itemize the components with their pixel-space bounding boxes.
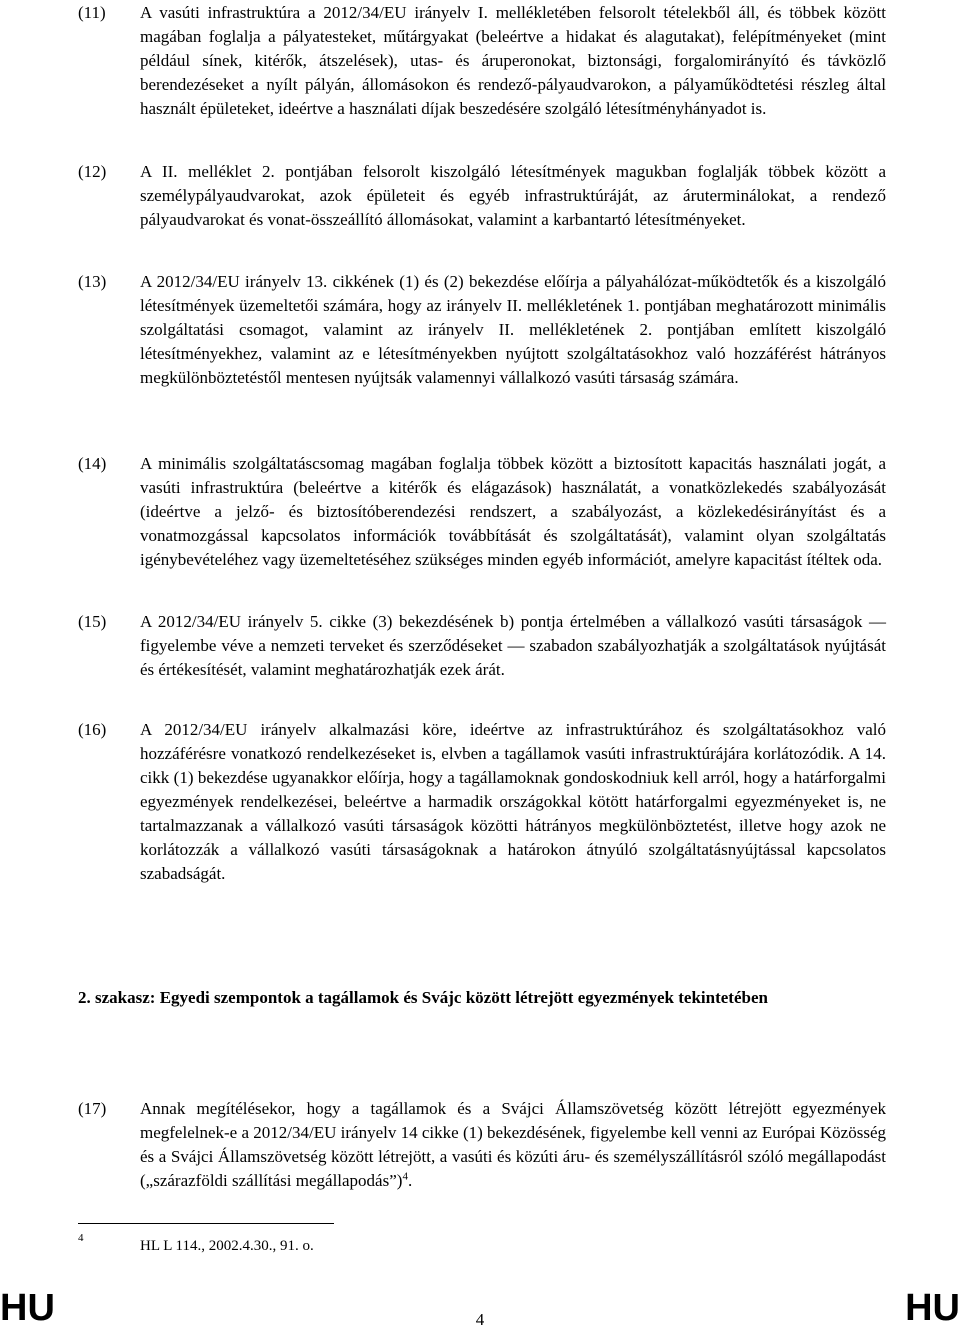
paragraph-text: A minimális szolgáltatáscsomag magában foglalja többek között a biztosított kapacitás használati jogát, a vasúti infrastruktúra (beleértve a kitérők és elágazások) használatát, a vonatközlekedés szabályozását (ideértve a jelző- és biztosítóberendezési rendszert, a szabályozást, a közlekedésirányítást és a vonatmozgással kapcsolatos információk továbbítását és szolgáltatását), valamint olyan szolgáltatás igénybevételéhez vagy üzemeltetéséhez szükséges minden egyéb információt, amelyre kapacitást ítéltek oda. (140, 454, 886, 569)
paragraph-text: A 2012/34/EU irányelv 5. cikke (3) bekezdésének b) pontja értelmében a vállalkozó vasúti társaságok — figyelembe véve a nemzeti terveket és szerződéseket — szabadon szabályozhatják a szolgáltatások nyújtását és értékesítését, valamint meghatározhatják ezek árát. (140, 612, 886, 679)
footnote-separator (78, 1223, 334, 1224)
paragraph-text: A 2012/34/EU irányelv alkalmazási köre, ideértve az infrastruktúrához és szolgáltatásokhoz való hozzáférésre vonatkozó rendelkezéseket is, elvben a tagállamok vasúti infrastruktúrájára korlátozódik. A 14. cikk (1) bekezdése ugyanakkor előírja, hogy a tagállamoknak gondoskodniuk kell arról, hogy a határforgalmi egyezmények rendelkezései, beleértve a harmadik országokkal kötött határforgalmi egyezményeket is, ne tartalmazzanak a vállalkozó vasúti társaságok közötti hátrányos megkülönböztetést, illetve hogy azok ne korlátozzák a vállalkozó vasúti társaságoknak a határokon átnyúló szolgáltatásnyújtással kapcsolatos szabadságát. (140, 720, 886, 883)
paragraph-number: (15) (78, 612, 107, 631)
paragraph-13 (78, 270, 886, 390)
paragraph-16 (78, 718, 886, 886)
paragraph-number: (17) (78, 1099, 107, 1118)
paragraph-17-text: Annak megítélésekor, hogy a tagállamok és a Svájci Államszövetség között létrejött egyezmények megfelelnek-e a 2012/34/EU irányelv 14 cikke (1) bekezdésének, figyelembe kell venni az Európai Közösség és a Svájci Államszövetség között létrejött, a vasúti és közúti áru- és személyszállításról szóló megállapodást („szárazföldi szállítási megállapodás”) (140, 1099, 886, 1190)
paragraph-15 (78, 610, 886, 682)
paragraph-text: A II. melléklet 2. pontjában felsorolt kiszolgáló létesítmények magukban foglalják többek között a személypályaudvarokat, azok épületeit és egyéb infrastruktúráját, az áruterminálokat, a rendező pályaudvarokat és vonat-összeállító állomásokat, valamint a karbantartó létesítményeket. (140, 162, 886, 229)
footnote (78, 1232, 314, 1254)
footnote-reference[interactable]: 4 (402, 1170, 408, 1183)
footer-language-right: HU (905, 1287, 960, 1329)
paragraph-11 (78, 1, 886, 121)
paragraph-number: (12) (78, 162, 107, 181)
footer-language-left: HU (0, 1287, 55, 1329)
page-number: 4 (475, 1310, 485, 1329)
paragraph-text (140, 1097, 886, 1193)
paragraph-number: (16) (78, 720, 107, 739)
section-heading: 2. szakasz: Egyedi szempontok a tagállamok és Svájc között létrejött egyezmények tekintetében (78, 988, 768, 1007)
footnote-mark: 4 (78, 1232, 84, 1244)
paragraph-14 (78, 452, 886, 572)
paragraph-17-tail: . (407, 1171, 413, 1190)
paragraph-number: (13) (78, 272, 107, 291)
paragraph-17 (78, 1097, 886, 1193)
paragraph-text: A vasúti infrastruktúra a 2012/34/EU irányelv I. mellékletében felsorolt tételekből áll, és többek között magában foglalja a pályatesteket, műtárgyakat (beleértve a hidakat és alagutakat), felépítményeket (mint például sínek, kitérők, átszelések), utas- és áruperonokat, biztonsági, forgalomirányító és távközlő berendezéseket a nyílt pályán, állomásokon és rendező-pályaudvarokon, a pályaműködtetési részleg által használt épületeket, ideértve a használati díjak beszedésére szolgáló létesítményhányadot is. (140, 3, 886, 118)
paragraph-text: A 2012/34/EU irányelv 13. cikkének (1) és (2) bekezdése előírja a pályahálózat-működtetők és a kiszolgáló létesítmények üzemeltetői számára, hogy az irányelv II. mellékletének 1. pontjában meghatározott minimális szolgáltatási csomagot, valamint az irányelv II. mellékletének 2. pontjában említett kiszolgáló létesítményekhez, valamint az e létesítményekben nyújtott szolgáltatásokhoz való hozzáférést hátrányos megkülönböztetéstől mentesen nyújtsák valamennyi vállalkozó vasúti társaság számára. (140, 272, 886, 387)
paragraph-12 (78, 160, 886, 232)
paragraph-number: (11) (78, 3, 106, 22)
footnote-text: HL L 114., 2002.4.30., 91. o. (140, 1238, 314, 1254)
paragraph-number: (14) (78, 454, 107, 473)
